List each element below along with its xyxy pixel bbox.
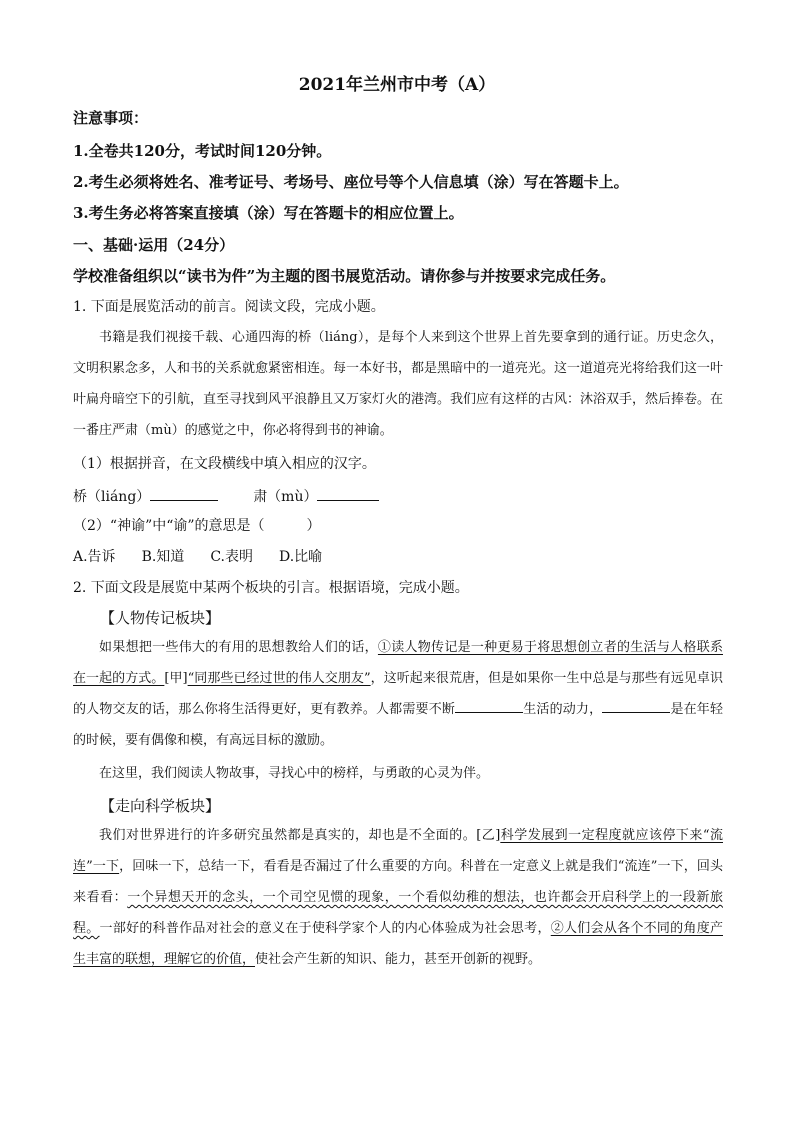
- notice-item-2: 2.考生必须将姓名、准考证号、考场号、座位号等个人信息填（涂）写在答题卡上。: [73, 173, 629, 191]
- block-1-text-f: 生活的动力，: [523, 702, 603, 717]
- block-1-underlined-sentence-1: ①读人物传记是一种更易于将思想创立者的生活与人格联系在一起的方式。: [73, 640, 723, 686]
- question-1-sub-2: （2）“神谕”中“谕”的意思是（ ）: [73, 518, 321, 534]
- block-2-paragraph: [73, 820, 723, 975]
- block-2-text-c: ，回味一下，总结一下，看看是否漏过了什么重要的方向。科普在一定意义上就是我们“流连”一下，回头来看看：: [73, 859, 723, 905]
- block-2-text-g: 使社会产生新的知识、能力，甚至开创新的视野。: [255, 952, 542, 967]
- option-a[interactable]: A.告诉: [73, 549, 116, 565]
- block-1-mark-jia: [甲]: [164, 671, 188, 686]
- question-1-passage: 书籍是我们视接千载、心通四海的桥（liáng），是每个人来到这个世界上首先要拿到的通行证。历史念久，文明积累念多，人和书的关系就愈紧密相连。每一本好书，都是黑暗中的一道亮光。这一道道亮光将给我们这一叶叶扁舟暗空下的引航，直至寻找到风平浪静且又万家灯火的港湾。我们应有这样的古风：沐浴双手，然后捧卷。在一番庄严肃（mù）的感觉之中，你必将得到书的神谕。: [73, 330, 724, 438]
- block-1-text-g: 是在年轻的时候，要有偶像和模，有高远目标的激励。: [73, 702, 723, 748]
- block-2-text-a: 我们对世界进行的许多研究虽然都是真实的，却也是不全面的。[乙]: [99, 828, 501, 843]
- section-heading: 一、基础·运用（24分）: [73, 236, 235, 254]
- block-1-paragraph-2: 在这里，我们阅读人物故事，寻找心中的榜样，与勇敢的心灵为伴。: [99, 766, 490, 781]
- block-1-text-e: ，这听起来很荒唐，但是如果你一生中总是与那些有远见卓识的人物交友的话，那么你将生活得更好，更有教养。人都需要不断: [73, 671, 723, 717]
- page-title: 2021年兰州市中考（A）: [298, 75, 496, 95]
- block-2-underlined-sentence-yi: 科学发展到一定程度就应该停下来“流连”一下: [73, 828, 723, 874]
- option-c[interactable]: C.表明: [210, 549, 253, 565]
- blank-2-label: 肃（mù）: [253, 489, 318, 505]
- block-1-blank-1[interactable]: [455, 698, 523, 713]
- option-d[interactable]: D.比喻: [278, 549, 323, 565]
- blank-1-label: 桥（liáng）: [73, 489, 151, 505]
- question-2-stem: 2. 下面文段是展览中某两个板块的引言。根据语境，完成小题。: [73, 580, 469, 596]
- blank-1-answer-line[interactable]: [150, 486, 218, 501]
- block-1-underlined-quote: “同那些已经过世的伟人交朋友”: [187, 671, 371, 686]
- block-1-heading: 【人物传记板块】: [100, 609, 221, 627]
- block-1-text-a: 如果想把一些伟大的有用的思想教给人们的话，: [99, 640, 378, 655]
- block-2-heading: 【走向科学板块】: [100, 797, 221, 815]
- block-2-underlined-sentence-2: ②人们会从各个不同的角度产生丰富的联想，理解它的价值，: [73, 921, 723, 967]
- question-1-stem: 1. 下面是展览活动的前言。阅读文段，完成小题。: [73, 299, 385, 315]
- blank-2-answer-line[interactable]: [317, 486, 379, 501]
- notice-item-1: 1.全卷共120分，考试时间120分钟。: [73, 142, 332, 160]
- notice-heading: 注意事项：: [73, 109, 149, 127]
- question-1-sub-1: （1）根据拼音，在文段横线中填入相应的汉字。: [73, 456, 376, 472]
- block-2-wavy-sentence: 一个异想天开的念头，一个司空见惯的现象，一个看似幼稚的想法，也许都会开启科学上的一段新旅程。: [73, 890, 723, 936]
- block-2-text-e: 一部好的科普作品对社会的意义在于使科学家个人的内心体验成为社会思考，: [99, 921, 551, 936]
- block-1-blank-2[interactable]: [602, 698, 670, 713]
- question-1-options: [73, 547, 348, 567]
- block-1-paragraph-1: [73, 632, 723, 756]
- question-1-blanks: [73, 486, 379, 507]
- section-intro: 学校准备组织以“读书为件”为主题的图书展览活动。请你参与并按要求完成任务。: [73, 267, 616, 285]
- option-b[interactable]: B.知道: [141, 549, 185, 565]
- notice-item-3: 3.考生务必将答案直接填（涂）写在答题卡的相应位置上。: [73, 204, 464, 222]
